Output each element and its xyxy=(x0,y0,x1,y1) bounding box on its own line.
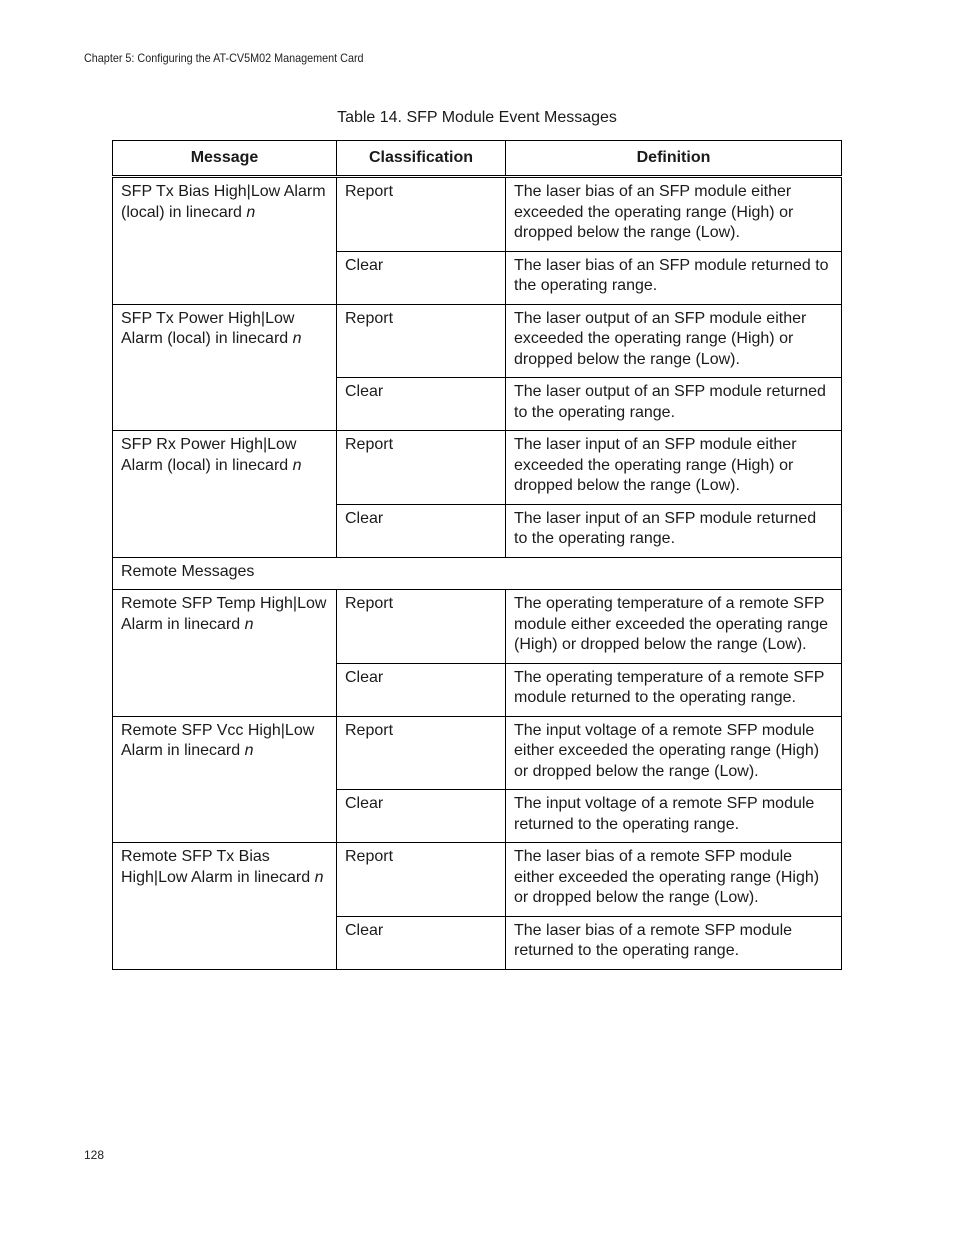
table-row xyxy=(113,304,842,378)
classification-cell: Clear xyxy=(337,916,506,969)
message-text: SFP Rx Power High|Low Alarm (local) in linecard xyxy=(121,436,297,474)
definition-cell: The laser bias of a remote SFP module returned to the operating range. xyxy=(506,916,842,969)
sfp-event-messages-table xyxy=(112,140,842,970)
classification-cell: Report xyxy=(337,716,506,790)
message-variable: n xyxy=(244,742,254,759)
message-text: SFP Tx Bias High|Low Alarm (local) in linecard xyxy=(121,183,326,221)
column-header-message: Message xyxy=(113,141,337,177)
classification-cell: Report xyxy=(337,431,506,505)
classification-cell: Report xyxy=(337,590,506,664)
message-cell xyxy=(113,716,337,843)
classification-cell: Clear xyxy=(337,790,506,843)
classification-cell: Clear xyxy=(337,663,506,716)
definition-cell: The laser output of an SFP module either exceeded the operating range (High) or dropped below the range (Low). xyxy=(506,304,842,378)
message-variable: n xyxy=(292,330,302,347)
message-cell xyxy=(113,431,337,558)
message-cell xyxy=(113,177,337,305)
message-text: Remote SFP Tx Bias High|Low Alarm in linecard xyxy=(121,848,315,886)
table-row xyxy=(113,843,842,917)
definition-cell: The laser input of an SFP module returned to the operating range. xyxy=(506,504,842,557)
message-variable: n xyxy=(246,203,256,221)
running-header: Chapter 5: Configuring the AT-CV5M02 Management Card xyxy=(84,51,364,65)
table-caption: Table 14. SFP Module Event Messages xyxy=(337,109,617,126)
message-variable: n xyxy=(314,868,324,886)
definition-cell: The input voltage of a remote SFP module returned to the operating range. xyxy=(506,790,842,843)
message-text: Remote SFP Vcc High|Low Alarm in linecard xyxy=(121,721,315,759)
table-row xyxy=(113,590,842,664)
message-cell xyxy=(113,590,337,717)
table-row xyxy=(113,431,842,505)
classification-cell: Clear xyxy=(337,504,506,557)
definition-cell: The laser bias of a remote SFP module either exceeded the operating range (High) or dropped below the range (Low). xyxy=(506,843,842,917)
column-header-classification: Classification xyxy=(337,141,506,177)
definition-cell: The laser input of an SFP module either exceeded the operating range (High) or dropped below the range (Low). xyxy=(506,431,842,505)
table-row xyxy=(113,716,842,790)
definition-cell: The laser output of an SFP module returned to the operating range. xyxy=(506,378,842,431)
page-number: 128 xyxy=(84,1148,105,1162)
classification-cell: Report xyxy=(337,177,506,252)
classification-cell: Clear xyxy=(337,251,506,304)
classification-cell: Clear xyxy=(337,378,506,431)
definition-cell: The operating temperature of a remote SFP module returned to the operating range. xyxy=(506,663,842,716)
definition-cell: The operating temperature of a remote SFP module either exceeded the operating range (High) or dropped below the range (Low). xyxy=(506,590,842,664)
classification-cell: Report xyxy=(337,304,506,378)
table-row xyxy=(113,177,842,252)
message-cell xyxy=(113,843,337,970)
message-text: SFP Tx Power High|Low Alarm (local) in linecard xyxy=(121,309,295,347)
message-variable: n xyxy=(244,615,254,633)
message-cell xyxy=(113,304,337,431)
message-text: Remote SFP Temp High|Low Alarm in linecard xyxy=(121,595,327,633)
message-variable: n xyxy=(292,456,302,474)
column-header-definition: Definition xyxy=(506,141,842,177)
definition-cell: The laser bias of an SFP module either exceeded the operating range (High) or dropped below the range (Low). xyxy=(506,177,842,252)
definition-cell: The laser bias of an SFP module returned to the operating range. xyxy=(506,251,842,304)
section-row xyxy=(113,557,842,590)
definition-cell: The input voltage of a remote SFP module either exceeded the operating range (High) or dropped below the range (Low). xyxy=(506,716,842,790)
table-header-row xyxy=(113,141,842,177)
section-label-remote-messages: Remote Messages xyxy=(113,557,842,590)
classification-cell: Report xyxy=(337,843,506,917)
